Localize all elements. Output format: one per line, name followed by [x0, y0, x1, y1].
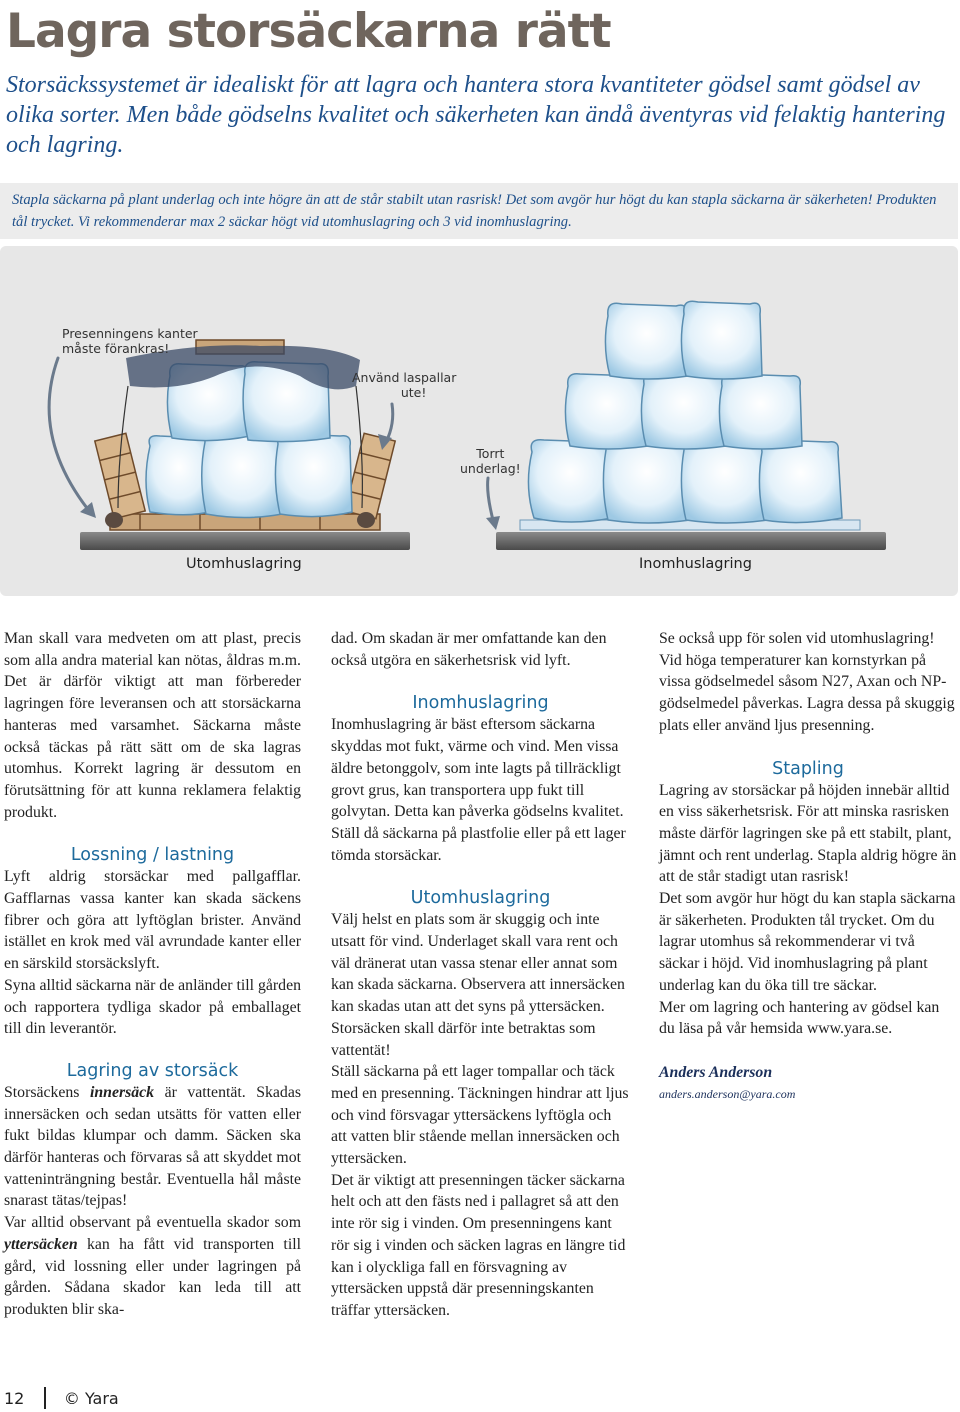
paragraph-innersack	[4, 1082, 301, 1212]
author-name: Anders Anderson	[659, 1063, 773, 1081]
page-number: 12	[4, 1388, 25, 1408]
heading-inomhus: Inomhuslagring	[412, 693, 549, 714]
caption-indoor: Inomhuslagring	[639, 556, 752, 572]
label-pallets-line2: ute!	[400, 385, 427, 400]
heading-lossning: Lossning / lastning	[70, 845, 235, 866]
paragraph: Välj helst en plats som är skuggig och inte utsatt för vind. Underlaget skall vara rent och väl dränerat utan vassa stenar eller annat som kan skada säckarna. Observera att innersäcken kan skadas utan att det syns på yttersäcken. Storsäcken skall därför inte betraktas som vattentät!	[331, 911, 625, 1059]
paragraph: Mer om lagring och hantering av gödsel kan du läsa på vår hemsida www.yara.se.	[659, 998, 940, 1038]
author-email: anders.anderson@yara.com	[659, 1086, 796, 1101]
paragraph: Lagring av storsäckar på höjden innebär alltid en viss säkerhetsrisk. För att minska rasrisken måste därför lagringen ske på ett stabilt, plant, jämnt och rent underlag. Stapla aldrig högre än att de står stadigt utan rasrisk!	[659, 781, 957, 886]
label-dry-underlay	[460, 446, 521, 476]
emphasis-yttersacken: yttersäcken	[4, 1235, 78, 1253]
intro-box: Stapla säckarna på plant underlag och inte högre än att de står stabilt utan rasrisk! Det som avgör hur högt du kan stapla säckarna är säkerheten! Produkten tål trycket. Vi rekommenderar max 2 säckar högt vid utomhuslagring och 3 vid inomhuslagring.	[0, 183, 958, 239]
text: Storsäckens	[4, 1083, 90, 1101]
leaning-pallet-left	[95, 433, 145, 518]
indoor-ground	[496, 532, 886, 550]
column-right	[659, 628, 957, 1105]
paragraph: Man skall vara medveten om att plast, precis som alla andra material kan nötas, åldras m.m. Det är därför viktigt att man förbereder lagringen före leveransen och att storsäckarna hanteras med varsamhet. Säckarna måste också täckas på rätt sätt om de ska lagras utomhus. Korrekt lagring är dessutom en förutsättning för att kunna reklamera felaktig produkt.	[4, 630, 301, 821]
text: är vattentät. Skadas innersäcken och sedan utsätts för vatten eller fukt bildas klumpar och damm. Säcken ska därför hanteras och förvaras så att skyddet mot vatteninträngning består. Eventuella hål måste snarast tätas/tejpas!	[4, 1083, 301, 1210]
paragraph: Inomhuslagring är bäst eftersom säckarna skyddas mot fukt, värme och vind. Men vissa äldre betonggolv, som inte lagts på tillräckligt grovt grus, kan transportera upp fukt till golvytan. Detta kan påverka gödselns kvalitet. Ställ då säckarna på plastfolie eller på ett lager tömda storsäckar.	[331, 716, 626, 864]
paragraph: Det är viktigt att presenningen täcker säckarna helt och att den fästs ned i pallagret så att den inte rör sig i vinden. Om presenningens kant rör sig i vinden och säcken lagras en längre tid kan i olyckliga fall en försvagning av yttersäcken uppstå där presenningskanten träffar yttersäcken.	[331, 1171, 626, 1319]
heading-lagring: Lagring av storsäck	[66, 1060, 239, 1081]
label-tarp-line1: Presenningens kanter	[62, 326, 198, 341]
text: kan ha fått vid transporten till gård, vid lossning eller under lagringen på gården. Sådana skador kan leda till att produkten blir ska-	[4, 1235, 301, 1318]
footer-copyright: © Yara	[63, 1388, 119, 1408]
storage-illustration	[0, 246, 958, 596]
paragraph: Lyft aldrig storsäckar med pallgafflar. Gafflarnas vassa kanter kan skada säckens fibrer och göra att lyftöglan brister. Använd istället en krok med väl avrundade kanter eller en särskild storsäckslyft.	[4, 868, 301, 973]
page-title: Lagra storsäckarna rätt	[6, 4, 611, 59]
label-tarp-line2: måste förankras!	[62, 341, 170, 356]
label-dry-line1: Torrt	[476, 446, 505, 461]
label-pallets	[352, 370, 456, 400]
caption-outdoor: Utomhuslagring	[186, 556, 302, 572]
outdoor-ground	[80, 532, 410, 550]
label-pallets-line1: Använd laspallar	[352, 370, 457, 385]
paragraph-yttersack	[4, 1212, 301, 1321]
label-tarp	[62, 326, 198, 356]
paragraph: Det som avgör hur högt du kan stapla säckarna är säkerheten. Produkten tål trycket. Om du lagrar utomhus så rekommenderar vi två säckar i höjd. Vid inomhuslagring på plant underlag kan du öka till tre säckar.	[659, 890, 956, 994]
footer-divider	[44, 1387, 46, 1409]
paragraph: Se också upp för solen vid utomhuslagring! Vid höga temperaturer kan kornstyrkan på vissa gödselmedel såsom N27, Axan och NP-gödselmedel påverkas. Lagra dessa på skuggig plats eller använd ljus presenning.	[659, 630, 955, 734]
page-footer	[4, 1386, 119, 1410]
column-middle	[331, 628, 630, 1322]
paragraph: Ställ säckarna på ett lager tompallar och täck med en presenning. Täckningen hindrar att ljus och vind försvagar yttersäckens lyftögla och att vatten blir stående mellan innersäcken och yttersäcken.	[331, 1063, 629, 1168]
heading-utomhus: Utomhuslagring	[410, 888, 551, 909]
weight-stone-left	[105, 512, 123, 528]
indoor-bags	[528, 301, 842, 523]
storage-drawing	[0, 246, 958, 596]
emphasis-innersack: innersäck	[89, 1083, 155, 1101]
label-dry-line2: underlag!	[460, 461, 521, 476]
heading-stapling: Stapling	[772, 758, 844, 779]
lead-paragraph: Storsäckssystemet är idealiskt för att lagra och hantera stora kvantiteter gödsel samt gödsel av olika sorter. Men både gödselns kvalitet och säkerheten kan ändå äventyras vid felaktig hantering och lagring.	[6, 72, 946, 158]
text: Var alltid observant på eventuella skador som	[4, 1214, 301, 1232]
column-left	[4, 628, 301, 1321]
weight-stone-right	[357, 512, 375, 528]
paragraph: dad. Om skadan är mer omfattande kan den också utgöra en säkerhetsrisk vid lyft.	[331, 630, 607, 669]
paragraph: Syna alltid säckarna när de anländer till gården och rapportera tydliga skador på emballaget till din leverantör.	[4, 976, 301, 1038]
